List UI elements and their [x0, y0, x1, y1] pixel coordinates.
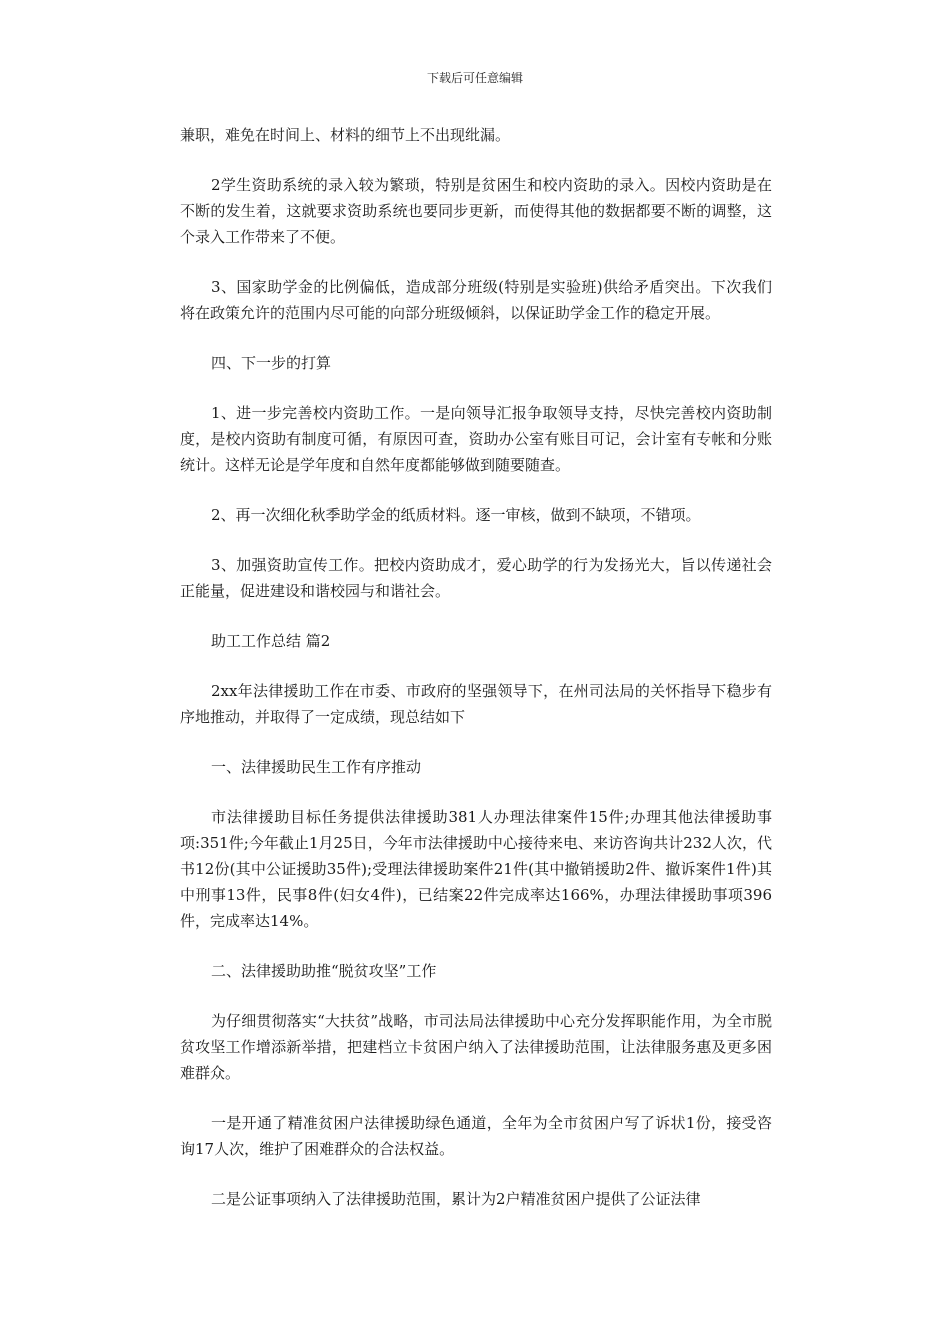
paragraph: 2xx年法律援助工作在市委、市政府的坚强领导下，在州司法局的关怀指导下稳步有序地推动，并取得了一定成绩，现总结如下 [180, 682, 772, 726]
paragraph: 3、加强资助宣传工作。把校内资助成才，爱心助学的行为发扬光大，旨以传递社会正能量，促进建设和谐校园与和谐社会。 [180, 556, 772, 600]
paragraph: 2学生资助系统的录入较为繁琐，特别是贫困生和校内资助的录入。因校内资助是在不断的发生着，这就要求资助系统也要同步更新，而使得其他的数据都要不断的调整，这个录入工作带来了不便。 [180, 176, 772, 246]
section-heading: 一、法律援助民生工作有序推动 [211, 758, 422, 776]
document-body [180, 122, 772, 1212]
paragraph: 为仔细贯彻落实“大扶贫”战略，市司法局法律援助中心充分发挥职能作用，为全市脱贫攻坚工作增添新举措，把建档立卡贫困户纳入了法律援助范围，让法律服务惠及更多困难群众。 [180, 1012, 772, 1082]
paragraph: 2、再一次细化秋季助学金的纸质材料。逐一审核，做到不缺项，不错项。 [211, 506, 701, 524]
paragraph: 一是开通了精准贫困户法律援助绿色通道，全年为全市贫困户写了诉状1份，接受咨询17人次，维护了困难群众的合法权益。 [180, 1114, 772, 1158]
page-header: 下载后可任意编辑 [426, 71, 523, 85]
paragraph: 兼职，难免在时间上、材料的细节上不出现纰漏。 [180, 126, 511, 144]
section-heading: 四、下一步的打算 [211, 354, 332, 372]
section-heading: 二、法律援助助推“脱贫攻坚”工作 [211, 962, 437, 980]
paragraph: 二是公证事项纳入了法律援助范围，累计为2户精准贫困户提供了公证法律 [211, 1190, 701, 1208]
paragraph: 1、进一步完善校内资助工作。一是向领导汇报争取领导支持，尽快完善校内资助制度，是校内资助有制度可循，有原因可查，资助办公室有账目可记，会计室有专帐和分账统计。这样无论是学年度和自然年度都能够做到随要随查。 [180, 404, 772, 474]
paragraph: 市法律援助目标任务提供法律援助381人办理法律案件15件;办理其他法律援助事项:351件;今年截止1月25日，今年市法律援助中心接待来电、来访咨询共计232人次，代书12份(其中公证援助35件);受理法律援助案件21件(其中撤销援助2件、撤诉案件1件)其中刑事13件，民事8件(妇女4件)，已结案22件完成率达166%，办理法律援助事项396件，完成率达14%。 [180, 808, 772, 930]
paragraph: 3、国家助学金的比例偏低，造成部分班级(特别是实验班)供给矛盾突出。下次我们将在政策允许的范围内尽可能的向部分班级倾斜，以保证助学金工作的稳定开展。 [180, 278, 772, 322]
section-heading: 助工工作总结 篇2 [211, 632, 331, 650]
